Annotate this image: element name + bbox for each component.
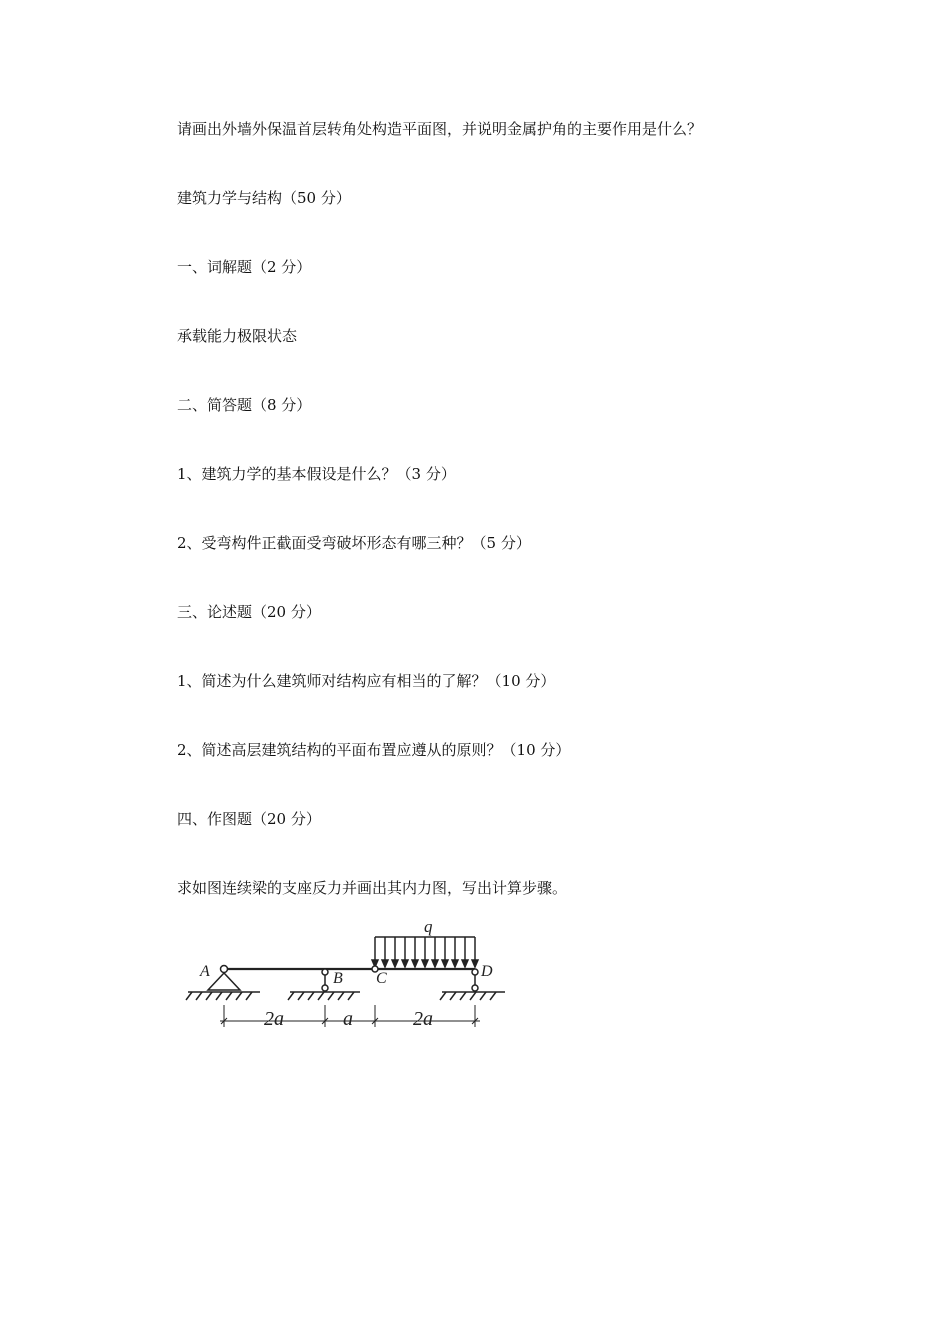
section-title-mechanics: 建筑力学与结构（50 分） [177,189,351,207]
question-4-beam: 求如图连续梁的支座反力并画出其内力图，写出计算步骤。 [177,879,568,897]
dimension-label-ab: 2a [264,1008,284,1030]
node-label-b: B [333,970,343,987]
question-3-2: 2、简述高层建筑结构的平面布置应遵从的原则？（10 分） [177,741,571,759]
dimension-label-bc: a [343,1008,353,1030]
node-label-c: C [376,970,387,987]
question-2-1: 1、建筑力学的基本假设是什么？（3 分） [177,465,456,483]
term-limit-state: 承载能力极限状态 [177,327,298,345]
dimension-label-cd: 2a [413,1008,433,1030]
question-wall-insulation: 请画出外墙外保温首层转角处构造平面图，并说明金属护角的主要作用是什么？ [177,120,703,138]
support-a [186,966,260,1001]
part-three-heading: 三、论述题（20 分） [177,603,321,621]
load-arrows [372,937,478,967]
support-d [440,969,505,1000]
question-3-1: 1、简述为什么建筑师对结构应有相当的了解？（10 分） [177,672,556,690]
node-label-d: D [481,963,493,980]
load-label-q: q [424,917,433,936]
question-2-2: 2、受弯构件正截面受弯破坏形态有哪三种？（5 分） [177,534,531,552]
part-one-heading: 一、词解题（2 分） [177,258,312,276]
part-two-heading: 二、简答题（8 分） [177,396,312,414]
continuous-beam-diagram [180,915,510,1035]
node-label-a: A [200,963,210,980]
part-four-heading: 四、作图题（20 分） [177,810,321,828]
support-b [288,969,360,1000]
